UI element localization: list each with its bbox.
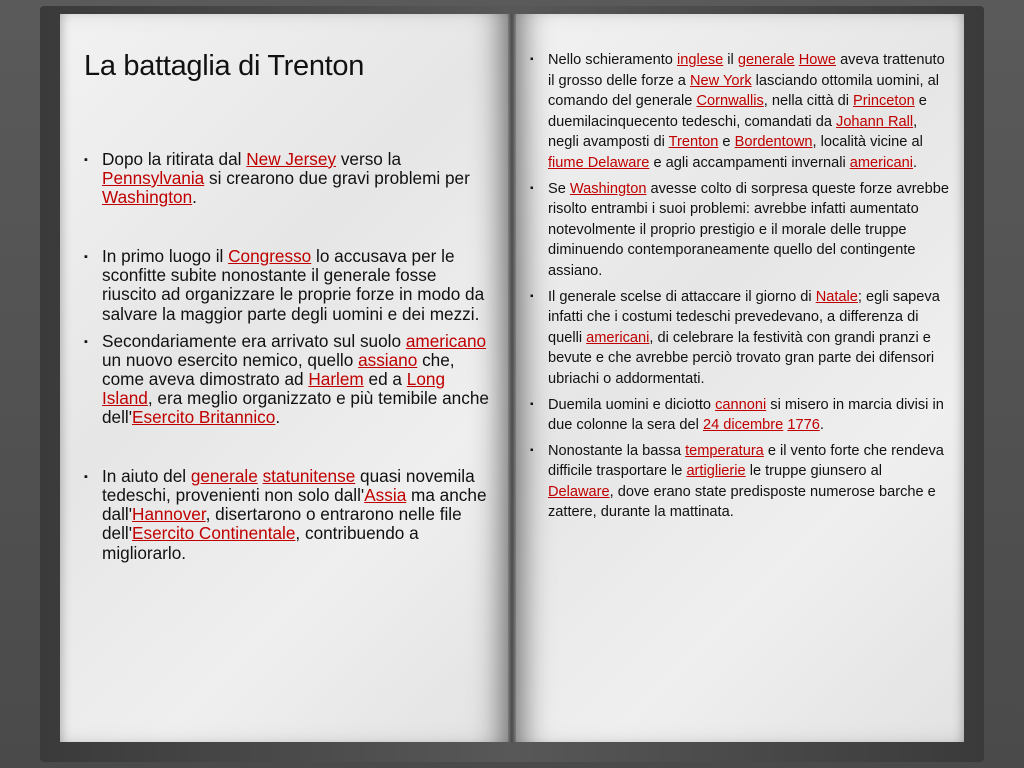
bullet-item [530,395,950,436]
bullet-icon: ▪ [530,182,534,194]
link-americani[interactable]: americani [586,329,650,346]
link-bordentown[interactable]: Bordentown [734,134,813,151]
bullet-icon: ▪ [84,335,88,348]
link-delaware[interactable]: Delaware [548,483,610,500]
book-spine [508,14,516,742]
link-esercito-continentale[interactable]: Esercito Continentale [132,523,296,544]
link-harlem[interactable]: Harlem [308,368,364,389]
link-fiume-delaware[interactable]: fiume Delaware [548,154,650,171]
link-johann-rall[interactable]: Johann Rall [836,113,914,130]
bullet-icon: ▪ [530,290,534,302]
bullet-icon: ▪ [84,154,88,166]
link-artiglierie[interactable]: artiglierie [686,463,746,480]
bullet-text: Il generale scelse di attaccare il giorno di Natale; egli sapeva infatti che i costumi tedeschi prevedevano, a differenza di quelli americani, di celebrare la festività con grandi pranzi e bevute e che avrebbe perciò trovato gran parte dei difensori ubriachi o addormentati. [548,288,940,387]
link-statunitense[interactable]: statunitense [262,466,356,487]
left-bullet-list [84,150,494,563]
bullet-item [84,150,494,207]
link-assia[interactable]: Assia [364,485,407,506]
bullet-icon: ▪ [530,54,534,65]
link-pennsylvania[interactable]: Pennsylvania [102,168,205,189]
bullet-item [530,441,950,523]
bullet-item [84,467,494,562]
bullet-icon: ▪ [84,251,88,264]
link-generale[interactable]: generale [737,52,795,68]
link-esercito-britannico[interactable]: Esercito Britannico [132,407,276,428]
bullet-item [530,287,950,390]
bullet-text: Secondariamente era arrivato sul suolo americano un nuovo esercito nemico, quello assiano che, come aveva dimostrato ad Harlem ed a Long Island, era meglio organizzato e più temibile anche dell'Esercito Britannico. [102,330,489,428]
bullet-item [530,179,950,282]
bullet-text: In primo luogo il Congresso lo accusava per le sconfitte subite nonostante il generale fosse riuscito ad organizzare le proprie forze in modo da salvare la maggior parte degli uomini e dei mezzi. [102,246,485,324]
bullet-item [84,332,494,427]
bullet-text: Nonostante la bassa temperatura e il vento forte che rendeva difficile trasportare le artiglierie le truppe giunsero al Delaware, dove erano state predisposte numerose barche e zattere, durante la mattinata. [548,442,944,521]
link-hannover[interactable]: Hannover [132,504,206,525]
link-generale[interactable]: generale [190,466,258,487]
link-cornwallis[interactable]: Cornwallis [696,93,764,110]
slide-title: La battaglia di Trenton [84,50,365,82]
link-long-island[interactable]: Long Island [102,368,446,408]
link-cannoni[interactable]: cannoni [715,396,767,413]
link-1776[interactable]: 1776 [787,417,820,434]
link-congresso[interactable]: Congresso [228,246,312,267]
bullet-text: Nello schieramento inglese il generale Howe aveva trattenuto il grosso delle forze a New York lasciando ottomila uomini, al comando del generale Cornwallis, nella città di Princeton e duemilacinquecento tedeschi, comandati da Johann Rall, negli avamposti di Trenton e Bordentown, località vicine al fiume Delaware e agli accampamenti invernali americani. [548,52,945,171]
bullet-item [530,50,950,174]
bullet-text: Dopo la ritirata dal New Jersey verso la Pennsylvania si crearono due gravi problemi per Washington. [102,149,470,208]
link-temperatura[interactable]: temperatura [685,442,764,459]
bullet-text: In aiuto del generale statunitense quasi novemila tedeschi, provenienti non solo dall'Assia ma anche dall'Hannover, disertarono o entrarono nelle file dell'Esercito Continentale, contribuendo a migliorarlo. [102,466,487,563]
link-assiano[interactable]: assiano [358,349,418,370]
link-natale[interactable]: Natale [815,288,858,305]
link-washington[interactable]: Washington [102,187,193,208]
link-24-dicembre[interactable]: 24 dicembre [702,417,784,434]
link-inglese[interactable]: inglese [676,52,724,68]
bullet-text: Se Washington avesse colto di sorpresa queste forze avrebbe risolto entrambi i suoi problemi: avrebbe infatti aumentato notevolmente il proprio prestigio e il morale delle truppe diminuendo contemporaneamente quello del contingente assiano. [548,180,950,279]
link-new-york[interactable]: New York [689,72,752,89]
bullet-icon: ▪ [530,398,534,410]
bullet-icon: ▪ [84,471,88,484]
link-washington[interactable]: Washington [569,180,647,197]
link-americani[interactable]: americani [849,154,914,171]
link-princeton[interactable]: Princeton [853,93,915,110]
link-americano[interactable]: americano [405,330,487,351]
link-howe[interactable]: Howe [798,52,837,68]
bullet-item [84,247,494,323]
bullet-icon: ▪ [530,444,534,456]
bullet-text: Duemila uomini e diciotto cannoni si misero in marcia divisi in due colonne la sera del 24 dicembre 1776. [548,396,944,434]
right-bullet-list [530,50,950,523]
link-new-jersey[interactable]: New Jersey [246,149,337,169]
link-trenton[interactable]: Trenton [668,134,719,151]
